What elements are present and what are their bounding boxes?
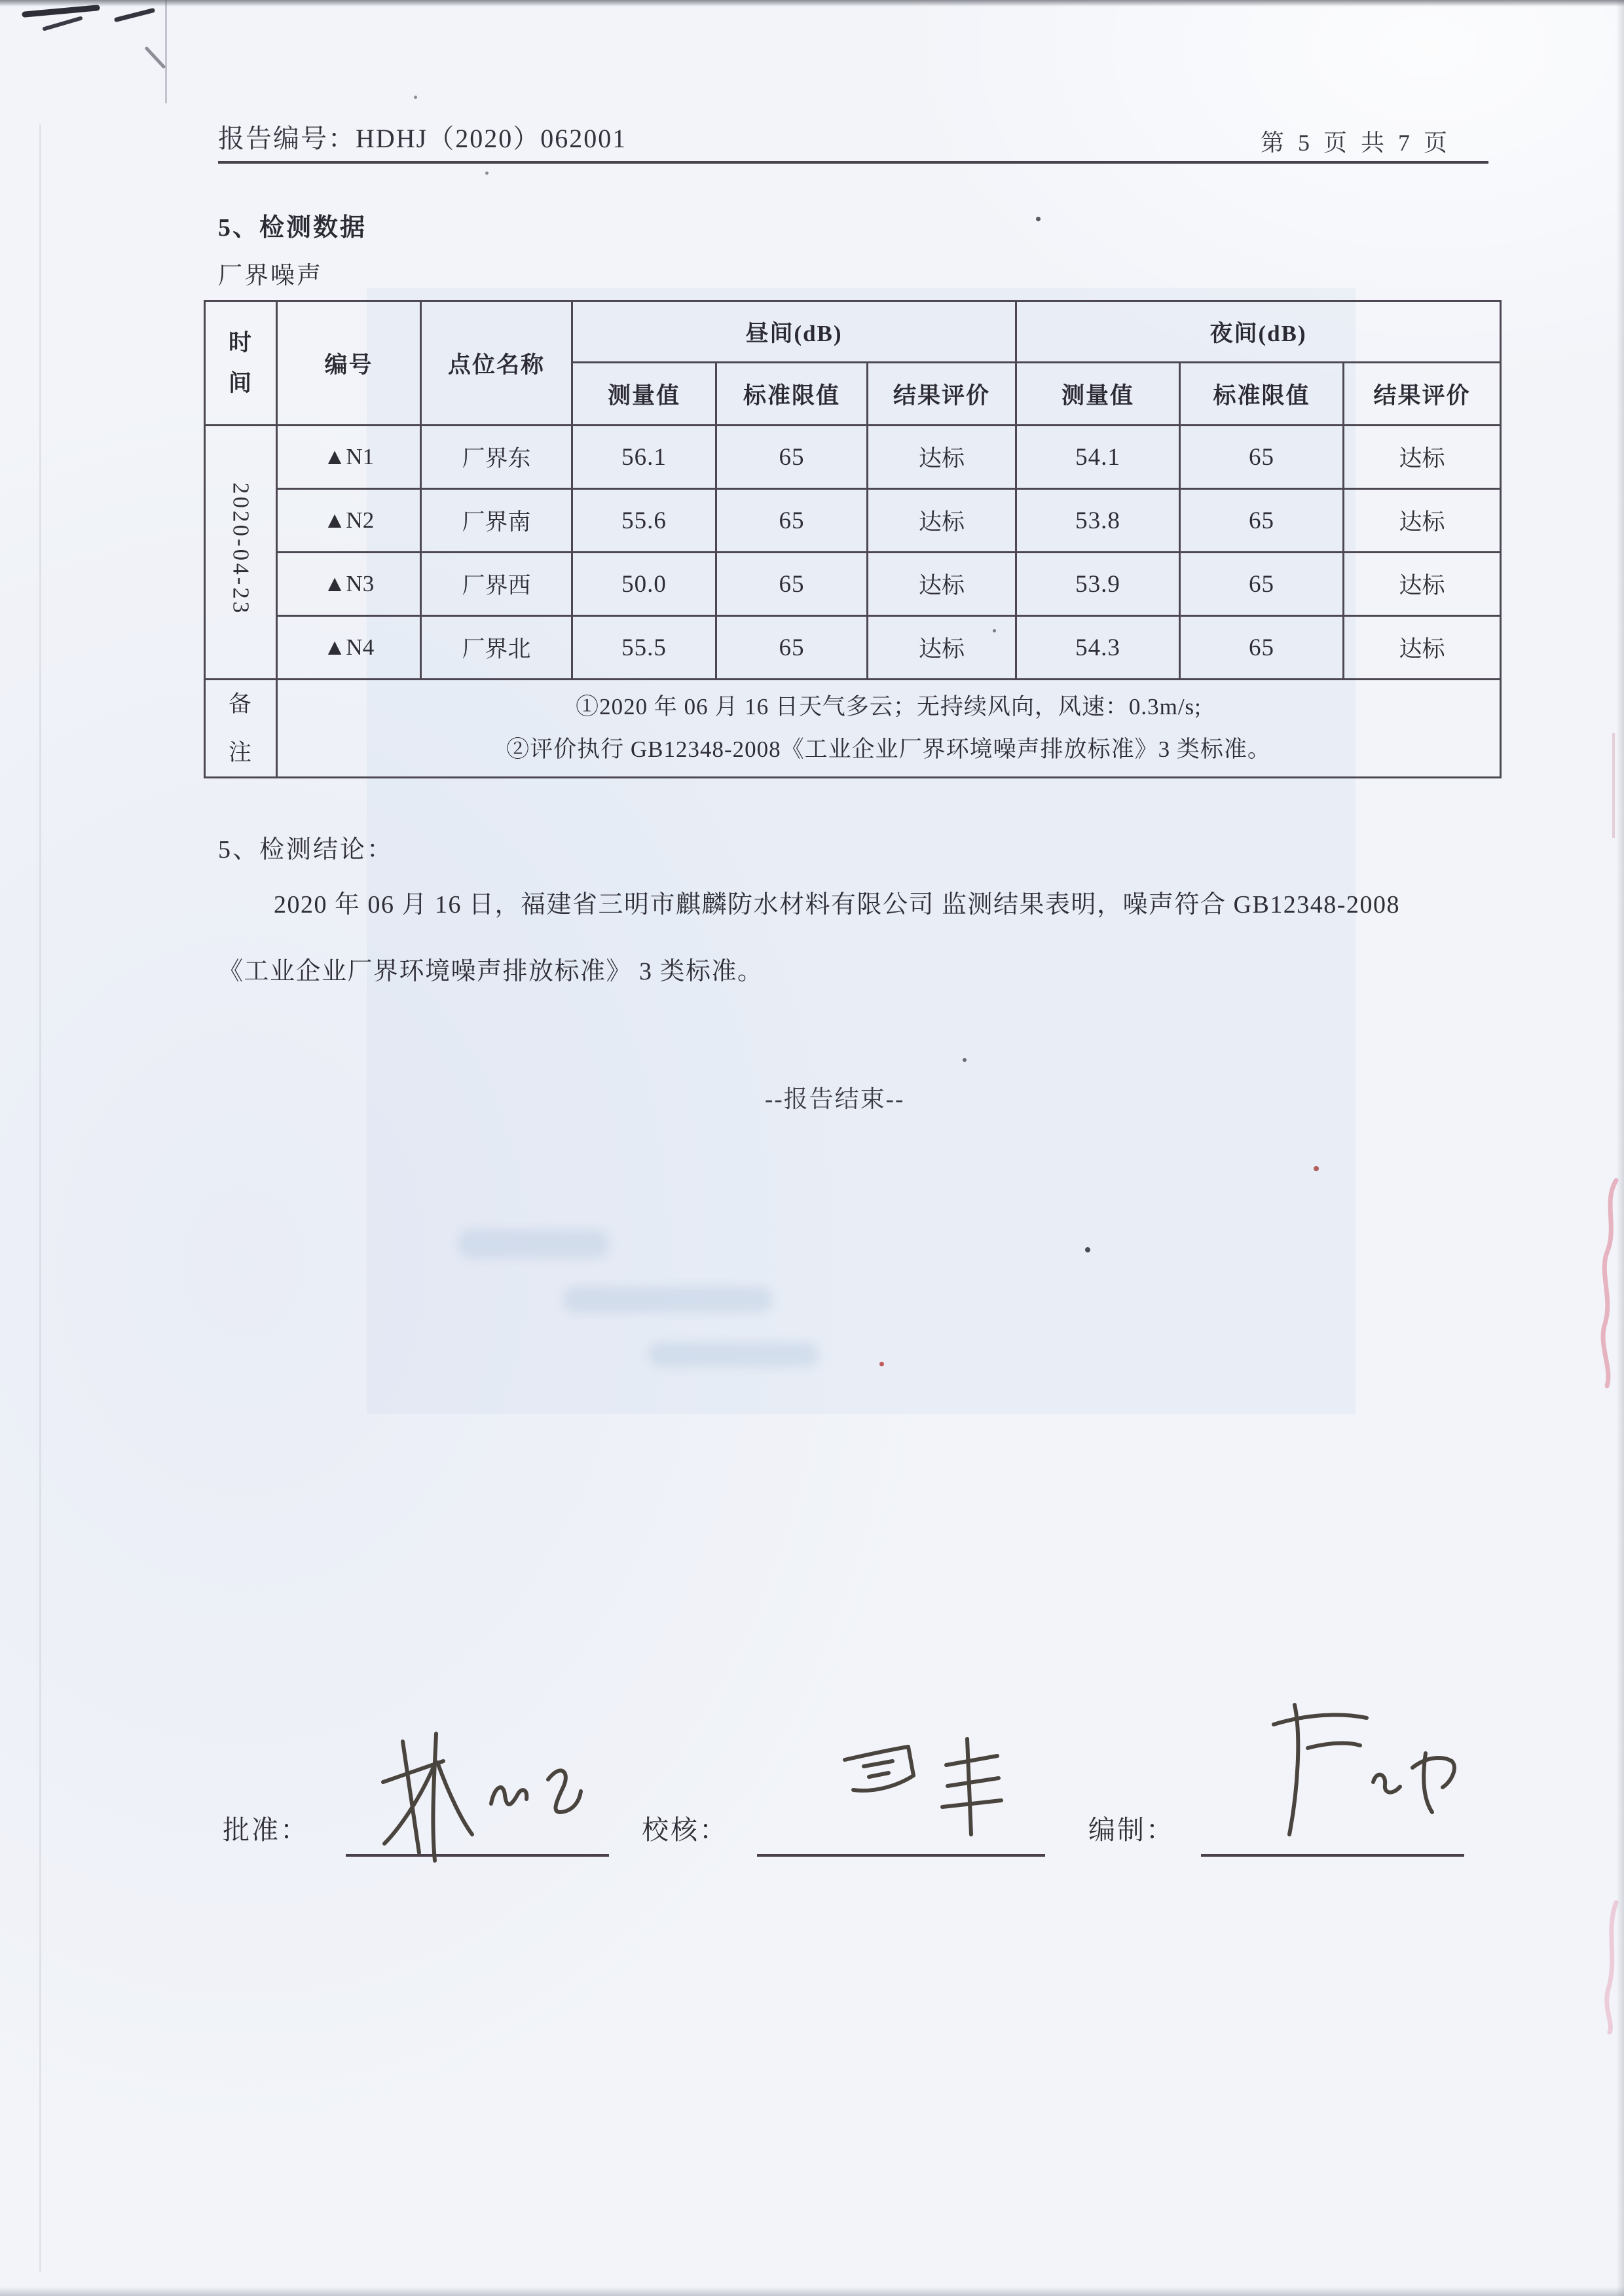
cell-day-result: 达标 [868,489,1016,553]
header-divider [218,161,1488,164]
cell-night-limit: 65 [1180,553,1344,616]
section-title-detection-data: 5、检测数据 [218,214,367,242]
cell-point-id: ▲N1 [277,426,421,489]
prepare-signature [1234,1696,1483,1846]
col-header-night-limit: 标准限值 [1180,363,1344,426]
approve-label: 批准： [223,1815,309,1845]
cell-night-measured: 53.9 [1016,553,1180,616]
cell-point-name: 厂界北 [421,616,572,680]
table-caption-boundary-noise: 厂界噪声 [218,263,323,289]
table-row [205,616,1501,680]
col-header-id: 编号 [277,301,421,426]
prepare-signature-line [1201,1854,1464,1857]
cell-night-limit: 65 [1180,616,1344,680]
remark-row [205,680,1501,778]
cell-sampling-date: 2020-04-23 [205,426,277,680]
cell-point-id: ▲N3 [277,553,421,616]
cell-point-name: 厂界东 [421,426,572,489]
col-header-night-measured: 测量值 [1016,363,1180,426]
ink-bleed-line-right [1612,733,1615,838]
cell-point-id: ▲N2 [277,489,421,553]
noise-data-table [204,300,1502,778]
cell-night-measured: 53.8 [1016,489,1180,553]
paper-margin-shadow [39,124,41,2272]
scan-speck [414,96,417,99]
report-end-marker: --报告结束-- [765,1086,905,1113]
cell-day-measured: 50.0 [572,553,716,616]
report-number [218,118,627,155]
prepare-label: 编制： [1088,1815,1175,1845]
table-row [205,426,1501,489]
approve-signature [357,1722,619,1866]
scan-speck [1036,217,1041,221]
noise-data-table-wrapper [204,300,1502,778]
cell-point-name: 厂界南 [421,489,572,553]
remark-content [277,680,1501,778]
remark-line-1: ①2020 年 06 月 16 日天气多云；无持续风向，风速：0.3m/s; [576,693,1202,720]
col-header-night-result: 结果评价 [1344,363,1501,426]
col-group-nighttime: 夜间(dB) [1016,301,1501,363]
cell-night-limit: 65 [1180,489,1344,553]
check-signature [809,1728,1038,1846]
cell-night-result: 达标 [1344,426,1501,489]
ink-bleed-mark-right [1590,1899,1624,2036]
cell-day-result: 达标 [868,616,1016,680]
scan-speck [879,1362,884,1366]
cell-night-measured: 54.3 [1016,616,1180,680]
scan-speck [485,172,489,175]
cell-point-id: ▲N4 [277,616,421,680]
cell-day-measured: 55.5 [572,616,716,680]
remark-line-2: ②评价执行 GB12348-2008《工业企业厂界环境噪声排放标准》3 类标准。 [506,736,1271,762]
cell-day-result: 达标 [868,426,1016,489]
cell-point-name: 厂界西 [421,553,572,616]
cell-day-limit: 65 [716,553,868,616]
col-header-point-name: 点位名称 [421,301,572,426]
cell-day-limit: 65 [716,616,868,680]
cell-day-limit: 65 [716,426,868,489]
table-row [205,553,1501,616]
scan-speck [1085,1247,1090,1252]
cell-night-result: 达标 [1344,616,1501,680]
report-number-value: HDHJ（2020）062001 [356,124,627,153]
ink-bleed-mark-right [1585,1175,1624,1391]
page-indicator: 第 5 页 共 7 页 [1261,130,1452,156]
col-header-day-limit: 标准限值 [716,363,868,426]
col-header-day-measured: 测量值 [572,363,716,426]
report-number-label: 报告编号： [218,124,356,153]
col-header-time: 时间 [205,301,277,426]
corner-fold-marks [18,3,215,94]
bleed-through-smudge [563,1286,773,1313]
bleed-through-smudge [458,1230,609,1258]
bleed-through-smudge [648,1342,819,1367]
col-header-day-result: 结果评价 [868,363,1016,426]
conclusion-line-2: 《工业企业厂界环境噪声排放标准》 3 类标准。 [218,958,764,985]
check-signature-line [757,1854,1045,1857]
cell-day-result: 达标 [868,553,1016,616]
cell-night-limit: 65 [1180,426,1344,489]
remark-label: 备注 [205,680,277,778]
section-title-conclusion: 5、检测结论： [218,836,394,864]
conclusion-line-1: 2020 年 06 月 16 日，福建省三明市麒麟防水材料有限公司 监测结果表明，噪声符合 GB12348-2008 [274,891,1400,919]
cell-night-result: 达标 [1344,553,1501,616]
cell-night-measured: 54.1 [1016,426,1180,489]
scan-speck [963,1058,967,1062]
cell-day-limit: 65 [716,489,868,553]
scan-bottom-edge-shadow [0,2287,1624,2296]
scan-top-edge-shadow [0,0,1624,7]
scan-speck [1314,1166,1319,1171]
table-row [205,489,1501,553]
cell-night-result: 达标 [1344,489,1501,553]
cell-day-measured: 55.6 [572,489,716,553]
cell-day-measured: 56.1 [572,426,716,489]
col-group-daytime: 昼间(dB) [572,301,1016,363]
check-label: 校核： [642,1815,728,1845]
